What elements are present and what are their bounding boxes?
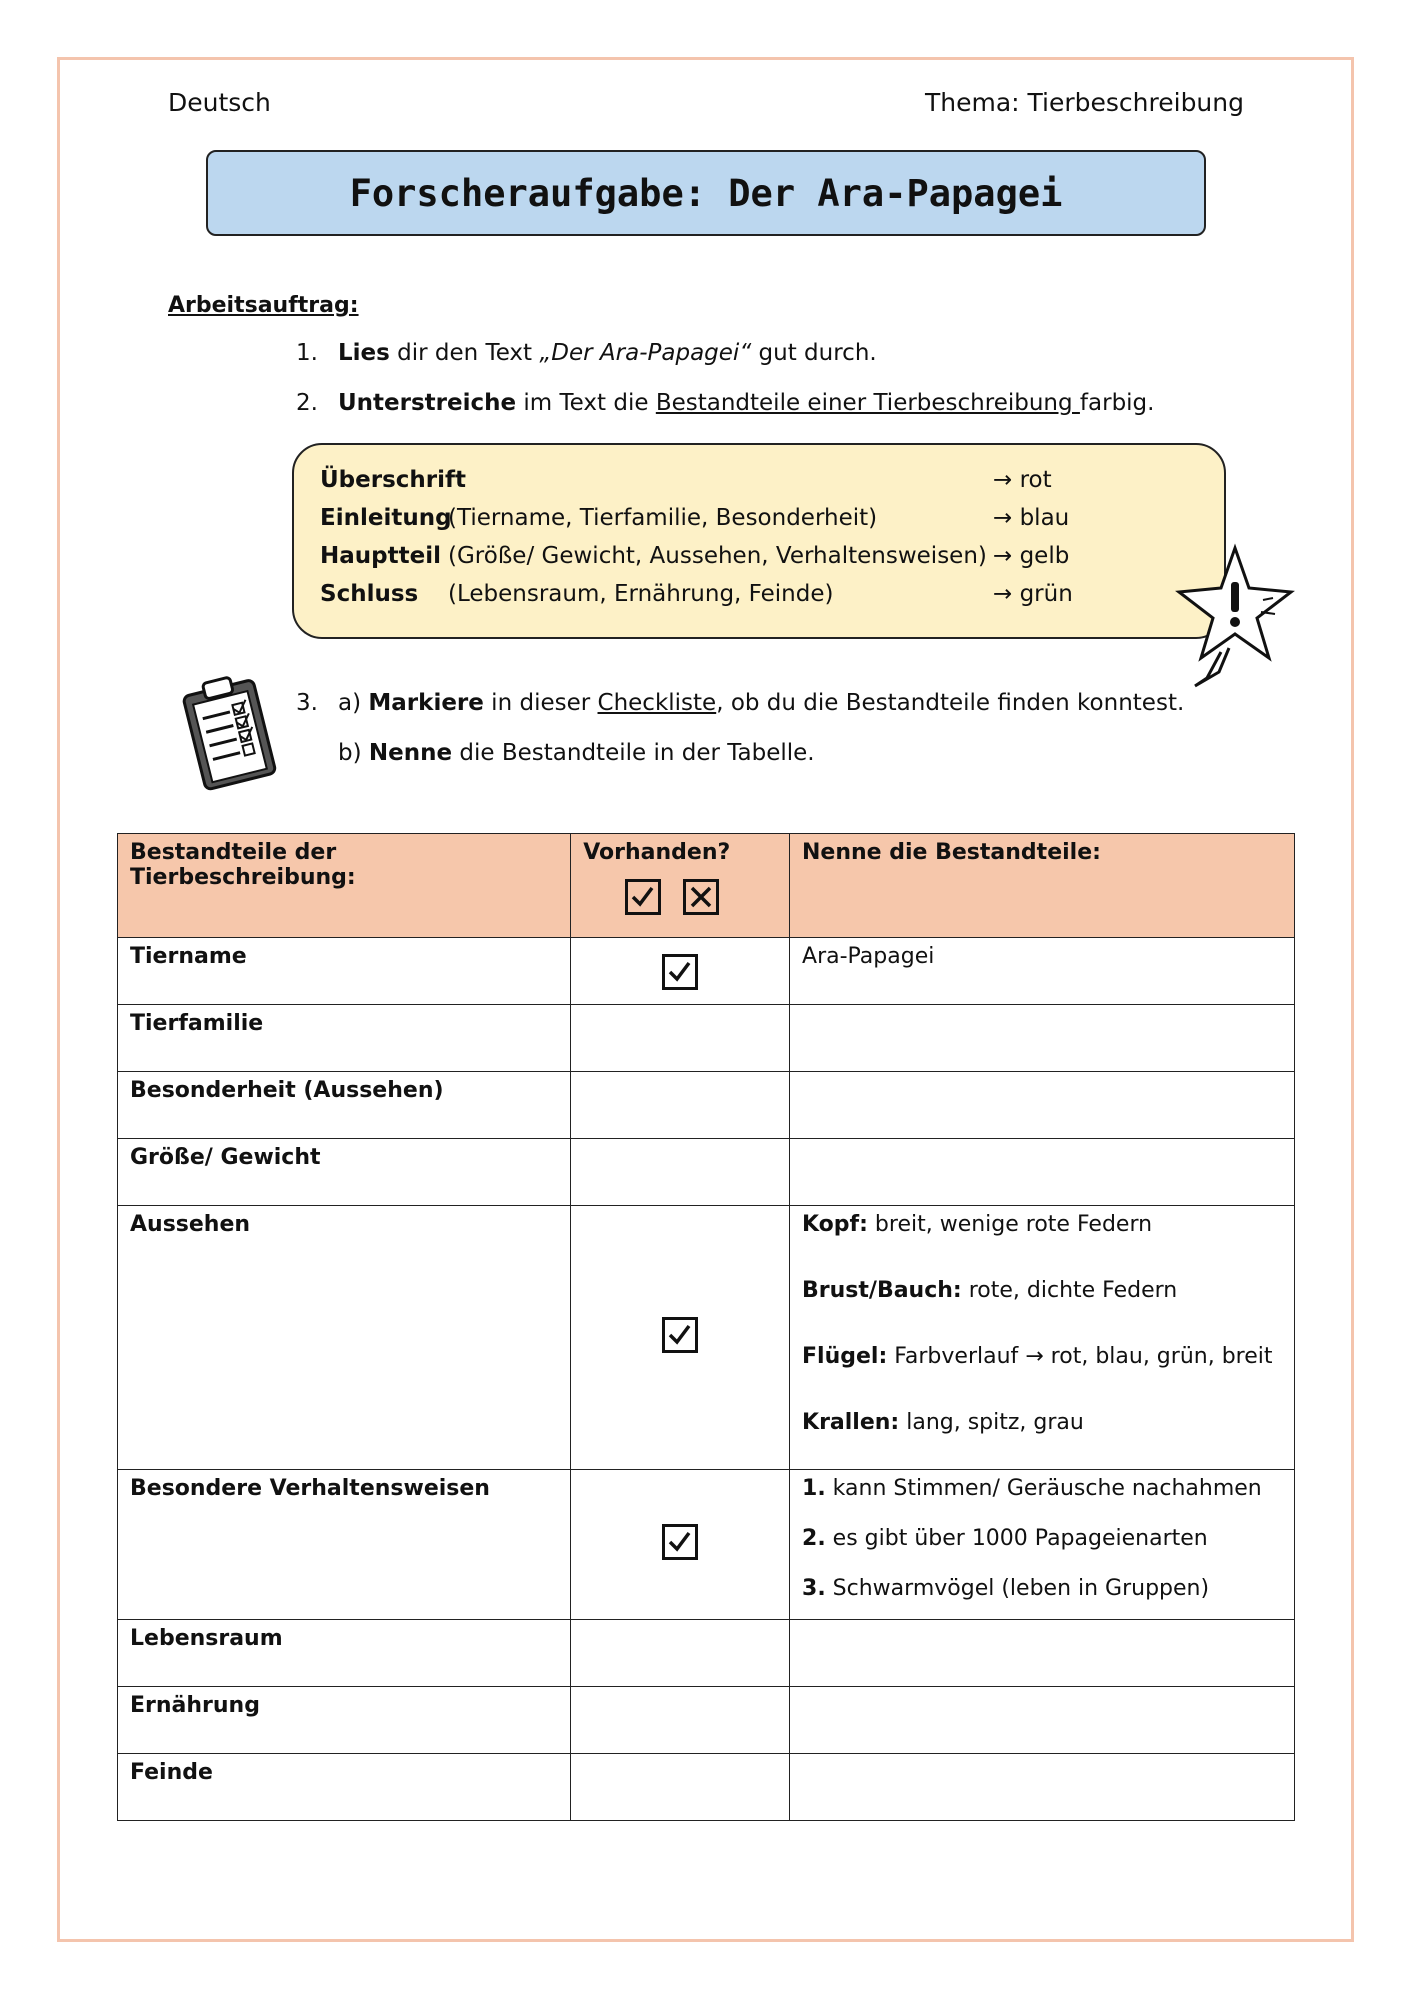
legend-row	[320, 543, 1069, 569]
step-prefix: b)	[338, 740, 369, 766]
row-checkbox-cell[interactable]	[571, 1754, 790, 1821]
legend-row	[320, 505, 1069, 531]
checkmark-box-icon	[625, 879, 661, 915]
step-verb: Lies	[338, 340, 390, 366]
row-name: Größe/ Gewicht	[118, 1139, 571, 1206]
answer-line	[802, 1526, 1282, 1576]
table-row	[118, 1754, 1295, 1821]
table-row	[118, 1620, 1295, 1687]
legend-label: Überschrift	[320, 467, 467, 493]
answer-key: 3.	[802, 1576, 826, 1601]
legend-label: Hauptteil	[320, 543, 441, 569]
checklist-clipboard-icon	[173, 673, 283, 793]
color-legend-box	[292, 443, 1226, 639]
cross-box-icon	[683, 879, 719, 915]
legend-color: → gelb	[993, 543, 1070, 569]
row-name: Feinde	[118, 1754, 571, 1821]
step-quote: „Der Ara-Papagei“	[539, 340, 752, 366]
row-checkbox-cell[interactable]	[571, 1206, 790, 1470]
answer-line	[802, 1576, 1282, 1606]
row-answer	[790, 1005, 1295, 1072]
table-row	[118, 1206, 1295, 1470]
checkmark-box-icon	[662, 1317, 698, 1353]
legend-color: → blau	[993, 505, 1070, 531]
answer-line	[802, 1278, 1282, 1344]
task-step-3b	[296, 740, 815, 766]
step-text: im Text die	[516, 390, 656, 416]
step-text: die Bestandteile in der Tabelle.	[452, 740, 815, 766]
legend-row	[320, 467, 1052, 493]
task-step-2	[296, 390, 1154, 416]
legend-row	[320, 581, 1073, 607]
row-name: Besonderheit (Aussehen)	[118, 1072, 571, 1139]
row-answer	[790, 1206, 1295, 1470]
row-answer	[790, 1687, 1295, 1754]
row-checkbox-cell[interactable]	[571, 1620, 790, 1687]
table-header-row	[118, 834, 1295, 938]
step-text: , ob du die Bestandteile finden konntest.	[716, 690, 1185, 716]
legend-label: Schluss	[320, 581, 419, 607]
header-cell: Bestandteile der Tierbeschreibung:	[118, 834, 571, 938]
row-name: Ernährung	[118, 1687, 571, 1754]
answer-value: Farbverlauf → rot, blau, grün, breit	[887, 1344, 1273, 1369]
row-checkbox-cell[interactable]	[571, 1687, 790, 1754]
step-text: gut durch.	[751, 340, 877, 366]
answer-value: kann Stimmen/ Geräusche nachahmen	[825, 1476, 1262, 1501]
table-row	[118, 1139, 1295, 1206]
checklist-table	[117, 833, 1295, 1821]
row-answer	[790, 1072, 1295, 1139]
legend-desc: (Tiername, Tierfamilie, Besonderheit)	[448, 505, 878, 531]
subject-label: Deutsch	[168, 88, 271, 117]
step-underlined: Checkliste	[597, 690, 717, 716]
step-text: farbig.	[1079, 390, 1155, 416]
step-prefix: a)	[338, 690, 369, 716]
header-label: Vorhanden?	[583, 840, 731, 865]
row-answer	[790, 1754, 1295, 1821]
row-checkbox-cell[interactable]	[571, 1005, 790, 1072]
row-name: Tierfamilie	[118, 1005, 571, 1072]
topic-label: Thema: Tierbeschreibung	[925, 88, 1244, 117]
page-title	[206, 150, 1206, 236]
answer-key: 1.	[802, 1476, 826, 1501]
answer-line	[802, 1212, 1282, 1278]
row-answer: Ara-Papagei	[790, 938, 1295, 1005]
answer-line	[802, 1410, 1282, 1440]
row-checkbox-cell[interactable]	[571, 1470, 790, 1620]
table-row	[118, 1470, 1295, 1620]
step-underlined: Bestandteile einer Tierbeschreibung	[655, 390, 1080, 416]
table-row	[118, 1005, 1295, 1072]
legend-color: → grün	[993, 581, 1073, 607]
row-checkbox-cell[interactable]	[571, 1072, 790, 1139]
row-answer	[790, 1139, 1295, 1206]
row-name: Aussehen	[118, 1206, 571, 1470]
step-text: dir den Text	[389, 340, 540, 366]
row-answer	[790, 1620, 1295, 1687]
legend-color: → rot	[993, 467, 1052, 493]
answer-key: Krallen:	[802, 1410, 900, 1435]
step-number: 1.	[296, 340, 318, 366]
checkmark-box-icon	[662, 954, 698, 990]
step-verb: Nenne	[368, 740, 453, 766]
answer-line	[802, 1476, 1282, 1526]
task-heading: Arbeitsauftrag:	[168, 293, 359, 318]
header-cell-vorhanden	[571, 834, 790, 938]
step-verb: Markiere	[368, 690, 484, 716]
row-name: Tiername	[118, 938, 571, 1005]
step-number: 2.	[296, 390, 318, 416]
checkmark-box-icon	[662, 1524, 698, 1560]
title-text: Forscheraufgabe: Der Ara-Papagei	[349, 171, 1063, 215]
step-number: 3.	[296, 690, 318, 716]
step-verb: Unterstreiche	[338, 390, 517, 416]
step-text: in dieser	[483, 690, 598, 716]
header-cell: Nenne die Bestandteile:	[790, 834, 1295, 938]
answer-value: breit, wenige rote Federn	[867, 1212, 1153, 1237]
row-name: Lebensraum	[118, 1620, 571, 1687]
answer-value: lang, spitz, grau	[899, 1410, 1084, 1435]
answer-key: Brust/Bauch:	[802, 1278, 962, 1303]
row-answer	[790, 1470, 1295, 1620]
answer-key: Kopf:	[802, 1212, 868, 1237]
legend-desc: (Lebensraum, Ernährung, Feinde)	[448, 581, 834, 607]
table-row	[118, 1687, 1295, 1754]
row-checkbox-cell[interactable]	[571, 1139, 790, 1206]
exclamation-star-icon	[1165, 540, 1295, 690]
legend-desc: (Größe/ Gewicht, Aussehen, Verhaltensweisen)	[448, 543, 987, 569]
table-row	[118, 1072, 1295, 1139]
task-step-3a	[296, 690, 1184, 716]
answer-value: rote, dichte Federn	[961, 1278, 1178, 1303]
task-step-1	[296, 340, 877, 366]
legend-label: Einleitung	[320, 505, 452, 531]
answer-key: Flügel:	[802, 1344, 888, 1369]
answer-value: Schwarmvögel (leben in Gruppen)	[825, 1576, 1210, 1601]
answer-line	[802, 1344, 1282, 1410]
answer-key: 2.	[802, 1526, 826, 1551]
table-row	[118, 938, 1295, 1005]
row-checkbox-cell[interactable]	[571, 938, 790, 1005]
answer-value: es gibt über 1000 Papageienarten	[825, 1526, 1208, 1551]
row-name: Besondere Verhaltensweisen	[118, 1470, 571, 1620]
